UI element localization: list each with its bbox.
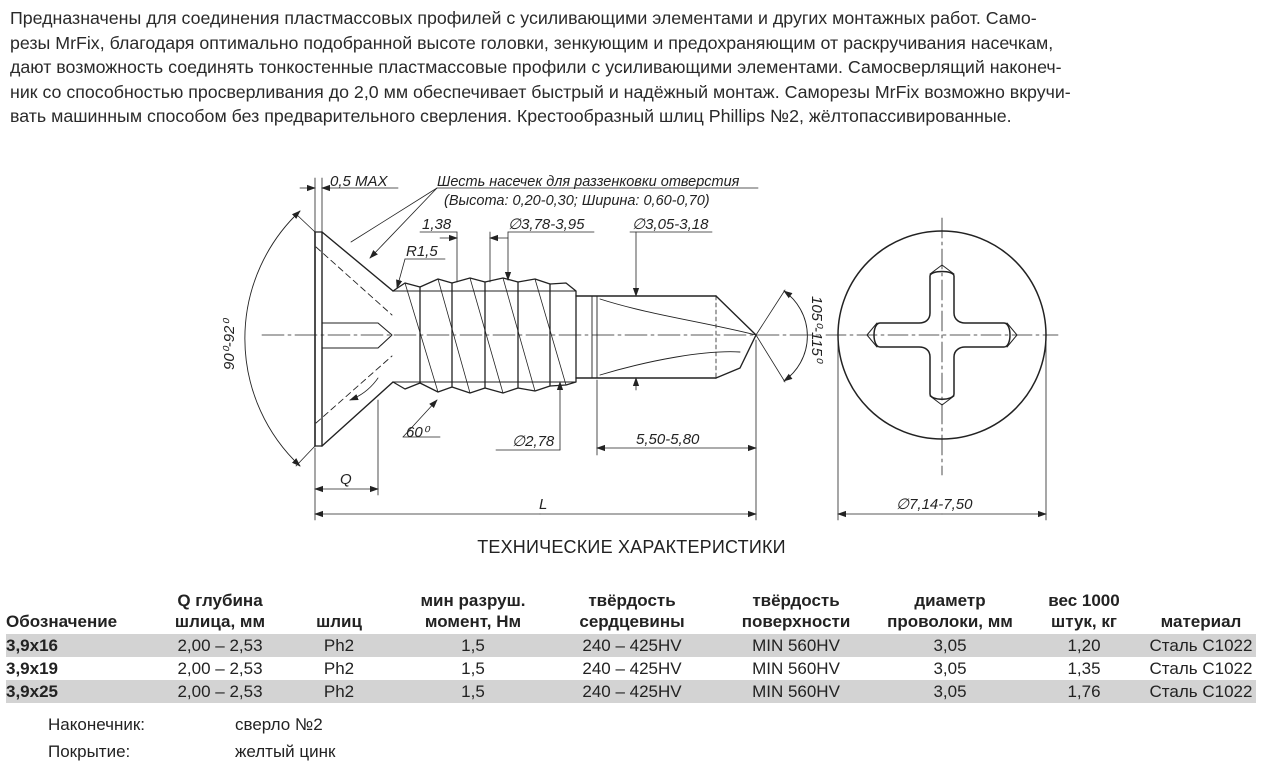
cell-surface-hardness: MIN 560HV (714, 680, 878, 703)
intro-line-4: ник со способностью просверливания до 2,0 мм обеспечивает быстрый и надёжный монтаж. Саморезы MrFix возможно вкручи- (10, 81, 1071, 102)
screw-head (315, 232, 393, 446)
cell-core-hardness: 240 – 425HV (582, 659, 682, 678)
dim-head-diameter: ∅7,14-7,50 (896, 496, 973, 513)
dim-q: Q (340, 471, 352, 488)
notch-note-line1: Шесть насечек для раззенковки отверстия (437, 174, 740, 190)
col-core-hardness: твёрдость сердцевины (579, 591, 685, 631)
col-weight: вес 1000 штук, кг (1048, 591, 1120, 631)
col-torque: мин разруш. момент, Нм (420, 591, 526, 631)
dim-l: L (539, 496, 548, 513)
col-q-depth: Q глубина шлица, мм (174, 591, 266, 631)
dim-head-thickness: 0,5 MAX (330, 173, 388, 190)
dim-drill-length: 5,50-5,80 (636, 431, 700, 448)
cell-surface-hardness: MIN 560HV (714, 634, 878, 657)
note-tip-value: сверло №2 (235, 715, 323, 734)
specs-table (6, 586, 1256, 703)
cell-designation: 3,9x16 (6, 634, 158, 657)
specs-header-row (6, 586, 1256, 634)
cell-q-depth: 2,00 – 2,53 (177, 659, 263, 678)
intro-line-3: дают возможность соединять тонкостенные пластмассовые профили с усиливающими элементами. Самосверлящий наконеч- (10, 57, 1062, 77)
cell-designation: 3,9x19 (6, 659, 58, 678)
cell-core-hardness: 240 – 425HV (550, 634, 714, 657)
cell-material: Сталь С1022 (1149, 659, 1253, 678)
table-row (6, 634, 1256, 657)
note-coating-value: желтый цинк (235, 742, 336, 761)
specs-title: ТЕХНИЧЕСКИЕ ХАРАКТЕРИСТИКИ (477, 537, 786, 557)
cell-q-depth: 2,00 – 2,53 (158, 680, 282, 703)
dim-tip-angle: 105⁰-115⁰ (808, 296, 825, 362)
cell-weight: 1,20 (1022, 634, 1146, 657)
screw-thread (393, 278, 576, 393)
dim-core-diameter: ∅2,78 (512, 433, 555, 450)
cell-core-hardness: 240 – 425HV (550, 680, 714, 703)
col-wire-diameter: диаметр проволоки, мм (887, 591, 1013, 631)
cell-torque: 1,5 (461, 659, 485, 678)
cell-torque: 1,5 (396, 680, 550, 703)
dim-drill-diameter: ∅3,05-3,18 (632, 216, 709, 233)
cell-wire-diameter: 3,05 (878, 634, 1022, 657)
cell-surface-hardness: MIN 560HV (752, 659, 840, 678)
cell-wire-diameter: 3,05 (878, 680, 1022, 703)
cell-slot: Ph2 (282, 680, 396, 703)
cell-weight: 1,35 (1067, 659, 1101, 678)
cell-material: Сталь С1022 (1146, 634, 1256, 657)
col-material: материал (1160, 612, 1242, 631)
intro-line-2: резы MrFix, благодаря оптимально подобранной высоте головки, зенкующим и предохраняющим от раскручивания насечкам, (10, 32, 1054, 53)
table-row (6, 680, 1256, 703)
intro-paragraph (10, 6, 1255, 129)
dim-radius: R1,5 (406, 243, 438, 260)
dim-60-angle: 60⁰ (406, 424, 429, 441)
notch-note-line2: (Высота: 0,20-0,30; Ширина: 0,60-0,70) (444, 193, 710, 209)
screw-head-top-view (826, 218, 1058, 520)
cell-slot: Ph2 (323, 659, 355, 678)
intro-line-1: Предназначены для соединения пластмассовых профилей с усиливающими элементами и других монтажных работ. Само- (10, 8, 1037, 28)
screw-drill-tip (576, 296, 756, 378)
head-angle-arc (245, 211, 300, 466)
dim-head-angle: 90⁰-92⁰ (221, 319, 238, 370)
table-row (6, 657, 1256, 680)
note-coating-label: Покрытие: (48, 742, 131, 761)
note-coating (48, 742, 336, 762)
cell-wire-diameter: 3,05 (933, 659, 967, 678)
cell-torque: 1,5 (396, 634, 550, 657)
col-surface-hardness: твёрдость поверхности (741, 591, 851, 631)
col-slot: шлиц (316, 612, 362, 631)
note-tip-label: Наконечник: (48, 715, 145, 734)
col-designation: Обозначение (6, 612, 118, 631)
cell-material: Сталь С1022 (1146, 680, 1256, 703)
tip-angle-arc (784, 291, 807, 381)
cell-weight: 1,76 (1022, 680, 1146, 703)
cell-designation: 3,9x25 (6, 680, 158, 703)
cell-slot: Ph2 (282, 634, 396, 657)
intro-line-5: вать машинным способом без предварительного сверления. Крестообразный шлиц Phillips №2, жёлтопассивированные. (10, 106, 1012, 126)
cell-q-depth: 2,00 – 2,53 (158, 634, 282, 657)
dim-thread-diameter: ∅3,78-3,95 (508, 216, 585, 233)
screw-technical-drawing (0, 160, 1263, 530)
dim-thread-pitch: 1,38 (422, 216, 452, 233)
note-tip (48, 715, 323, 735)
